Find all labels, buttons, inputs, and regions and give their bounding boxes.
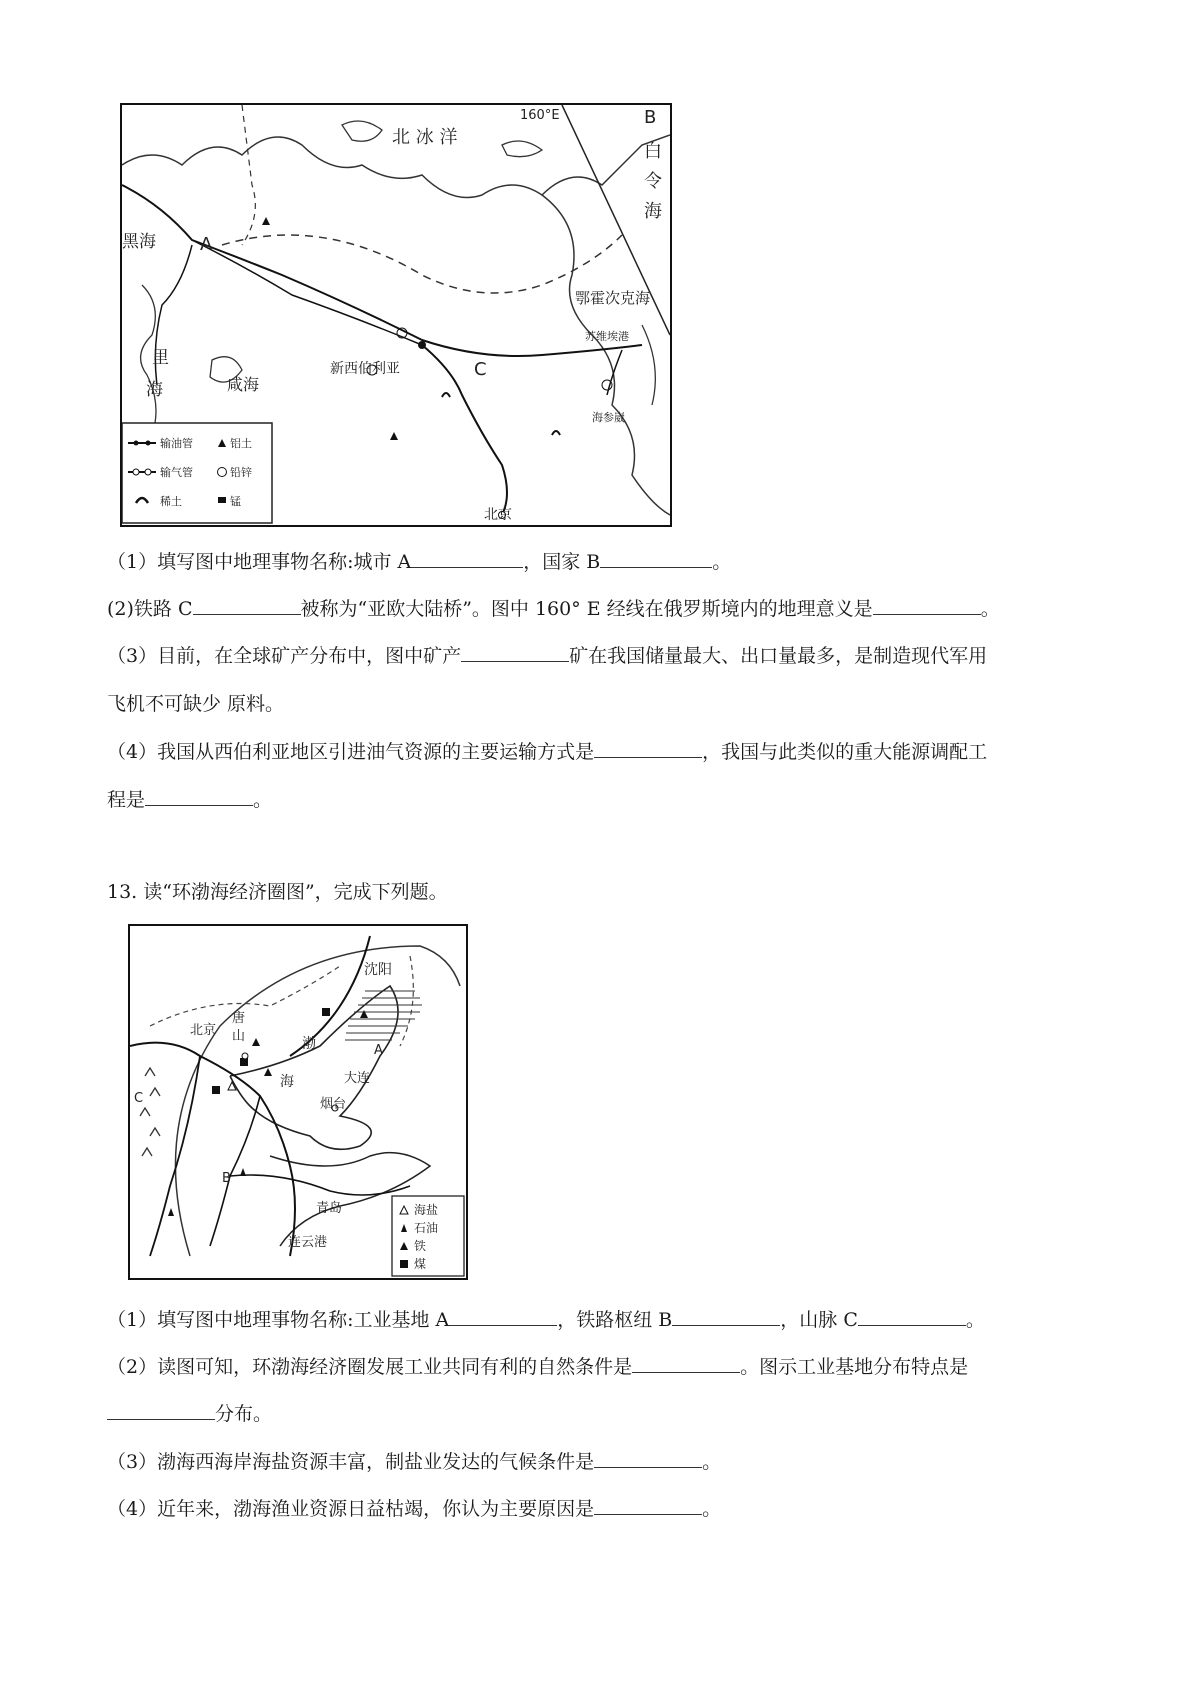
q12-part1-text: （1）填写图中地理事物名称:城市 A: [107, 551, 412, 573]
q13-part1: [107, 1306, 985, 1334]
q12-part1: [107, 548, 731, 576]
q13-part4-end: 。: [702, 1498, 722, 1520]
yantai-label: 烟台: [320, 1097, 347, 1112]
legend-iron: 铁: [414, 1239, 427, 1253]
caspian-sea-label-2: 海: [146, 380, 163, 400]
q12-part4-end: 。: [253, 789, 273, 811]
q12-part2-text-b: 被称为“亚欧大陆桥”。图中 160° E 经线在俄罗斯境内的地理意义是: [300, 598, 873, 620]
q13-part4-text: （4）近年来，渤海渔业资源日益枯竭，你认为主要原因是: [107, 1498, 595, 1520]
q12-part4: [107, 738, 987, 766]
legend-lead-zinc: 铅锌: [230, 466, 252, 479]
q13-blank-distribution[interactable]: [107, 1401, 215, 1420]
q12-part2: [107, 595, 1000, 623]
q13-part1-text-b: ，铁路枢纽 B: [557, 1309, 673, 1331]
q12-part3-text-b: 矿在我国储量最大、出口量最多，是制造现代军用: [569, 645, 988, 667]
q12-part3-text: （3）目前，在全球矿产分布中，图中矿产: [107, 645, 462, 667]
legend-tin: 锰: [230, 495, 241, 508]
q12-part1-end: 。: [712, 551, 732, 573]
q13-part2: [107, 1353, 968, 1381]
q12-part4-text-c: 程是: [107, 789, 146, 811]
q13-part4: [107, 1495, 721, 1523]
q12-part1-text-b: ，国家 B: [523, 551, 601, 573]
bering-sea-label-2: 令: [644, 171, 662, 192]
shenyang-label: 沈阳: [364, 962, 392, 978]
q12-blank-transport[interactable]: [594, 739, 702, 758]
q13-blank-base-a[interactable]: [449, 1307, 557, 1326]
q12-part4-text-b: ，我国与此类似的重大能源调配工: [702, 741, 988, 763]
q13-part1-text-c: ，山脉 C: [780, 1309, 858, 1331]
label-b-2: B: [222, 1171, 231, 1186]
label-b: B: [644, 107, 657, 128]
q13-part2-text-b: 。图示工业基地分布特点是: [740, 1356, 969, 1378]
q12-blank-country-b[interactable]: [600, 549, 712, 568]
q12-part3-cont: [107, 690, 284, 718]
q12-blank-meridian-meaning[interactable]: [873, 596, 981, 615]
label-c: C: [474, 359, 487, 380]
arctic-ocean-label: 北 冰 洋: [392, 127, 458, 148]
q12-blank-railway-c[interactable]: [193, 596, 301, 615]
q13-blank-climate[interactable]: [594, 1449, 702, 1468]
sovetskaya-gavan-label: 苏维埃港: [585, 330, 629, 343]
beijing-label: 北京: [484, 507, 512, 523]
legend-gas-pipeline: 输气管: [160, 466, 193, 479]
q13-part2-cont: [107, 1400, 272, 1428]
q13-part1-end: 。: [965, 1309, 985, 1331]
legend-oil: 石油: [414, 1221, 439, 1235]
q13-part2-text: （2）读图可知，环渤海经济圈发展工业共同有利的自然条件是: [107, 1356, 633, 1378]
legend-sea-salt: 海盐: [414, 1203, 439, 1217]
q12-blank-mineral[interactable]: [461, 643, 569, 662]
novosibirsk-label: 新西伯利亚: [330, 361, 400, 377]
siberia-map-drawing: [122, 105, 670, 525]
black-sea-label: 黑海: [122, 232, 156, 252]
map1-legend: [122, 423, 272, 523]
q13-part3: [107, 1448, 721, 1476]
q13-part2-text-c: 分布。: [215, 1403, 273, 1425]
beijing-label-2: 北京: [190, 1023, 217, 1038]
q12-blank-project[interactable]: [145, 787, 253, 806]
q13-part3-end: 。: [702, 1451, 722, 1473]
tangshan-label-1: 唐: [232, 1011, 246, 1026]
bohai-map: [128, 924, 468, 1280]
legend-rare-earth: 稀土: [160, 495, 182, 508]
q12-part3-text-c: 飞机不可缺少 原料。: [107, 693, 285, 715]
coal-icon: [400, 1260, 408, 1268]
vladivostok-label: 海参崴: [592, 411, 625, 424]
q13-blank-hub-b[interactable]: [672, 1307, 780, 1326]
label-a-2: A: [374, 1043, 383, 1058]
q13-blank-natural[interactable]: [632, 1354, 740, 1373]
map2-legend: [392, 1196, 464, 1276]
legend-coal: 煤: [414, 1257, 427, 1271]
q12-part4-cont: [107, 786, 272, 814]
label-c-2: C: [134, 1091, 144, 1106]
hai-label: 海: [280, 1074, 294, 1090]
q12-blank-city-a[interactable]: [411, 549, 523, 568]
okhotsk-sea-label: 鄂霍次克海: [575, 289, 651, 307]
q13-part3-text: （3）渤海西海岸海盐资源丰富，制盐业发达的气候条件是: [107, 1451, 595, 1473]
legend-oil-pipeline: 输油管: [160, 437, 193, 450]
aral-sea-label: 咸海: [227, 375, 260, 394]
q12-part2-text: (2)铁路 C: [107, 598, 193, 620]
bering-sea-label-3: 海: [644, 201, 662, 222]
dalian-label: 大连: [344, 1071, 371, 1086]
caspian-sea-label-1: 里: [152, 348, 169, 368]
q13-blank-reason[interactable]: [594, 1496, 702, 1515]
bohai-map-drawing: [130, 926, 466, 1278]
lianyungang-label: 连云港: [288, 1235, 328, 1250]
label-a: A: [200, 234, 213, 255]
tangshan-label-2: 山: [232, 1029, 246, 1044]
q13-blank-mountain-c[interactable]: [858, 1307, 966, 1326]
qingdao-label: 青岛: [316, 1201, 343, 1216]
q12-part4-text: （4）我国从西伯利亚地区引进油气资源的主要运输方式是: [107, 741, 595, 763]
bo-label: 渤: [302, 1036, 316, 1052]
meridian-label: 160°E: [520, 108, 560, 123]
tin-icon: [218, 497, 226, 503]
q13-part1-text: （1）填写图中地理事物名称:工业基地 A: [107, 1309, 450, 1331]
legend-bauxite: 铝土: [230, 437, 252, 450]
siberia-map: [120, 103, 672, 527]
q12-part2-end: 。: [980, 598, 1000, 620]
bering-sea-label-1: 白: [644, 141, 662, 162]
q13-title: 13. 读“环渤海经济圈图”，完成下列题。: [107, 881, 448, 903]
q12-part3: [107, 642, 987, 670]
